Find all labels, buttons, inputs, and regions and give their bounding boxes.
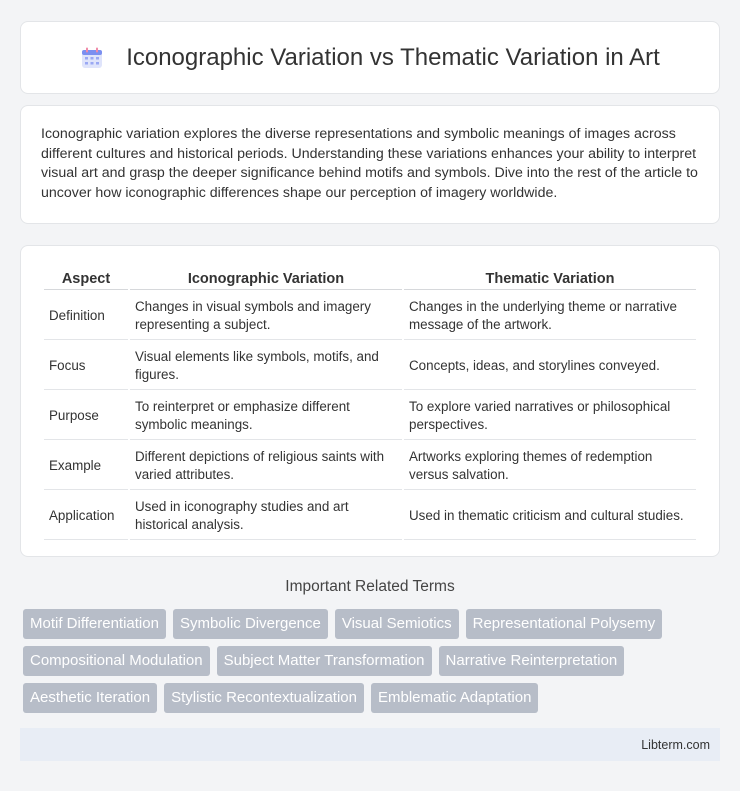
- related-term-tag[interactable]: Emblematic Adaptation: [371, 683, 538, 713]
- row-thematic: Used in thematic criticism and cultural studies.: [404, 492, 696, 540]
- row-aspect: Definition: [44, 292, 128, 340]
- related-term-tag[interactable]: Representational Polysemy: [466, 609, 663, 639]
- related-term-tag[interactable]: Visual Semiotics: [335, 609, 459, 639]
- row-aspect: Application: [44, 492, 128, 540]
- related-terms-list: [23, 609, 723, 720]
- row-thematic: Changes in the underlying theme or narrative message of the artwork.: [404, 292, 696, 340]
- related-term-tag[interactable]: Narrative Reinterpretation: [439, 646, 625, 676]
- page-title: Iconographic Variation vs Thematic Variation in Art: [126, 43, 660, 71]
- table-header-row: [44, 268, 696, 290]
- row-iconographic: Different depictions of religious saints with varied attributes.: [130, 442, 402, 490]
- table-row: [44, 292, 696, 340]
- intro-text: Iconographic variation explores the diverse representations and symbolic meanings of images across different cultures and historical periods. Understanding these variations enhances your ability to interpret visual art and grasp the deeper significance behind motifs and symbols. Dive into the rest of the article to uncover how iconographic differences shape our perception of imagery worldwide.: [41, 126, 698, 201]
- related-term-tag[interactable]: Stylistic Recontextualization: [164, 683, 364, 713]
- header-aspect: Aspect: [44, 268, 128, 290]
- table-row: [44, 342, 696, 390]
- row-iconographic: Visual elements like symbols, motifs, and figures.: [130, 342, 402, 390]
- related-term-tag[interactable]: Symbolic Divergence: [173, 609, 328, 639]
- table-row: [44, 442, 696, 490]
- row-iconographic: Changes in visual symbols and imagery representing a subject.: [130, 292, 402, 340]
- footer: [20, 728, 720, 761]
- header-iconographic: Iconographic Variation: [130, 268, 402, 290]
- header-thematic: Thematic Variation: [404, 268, 696, 290]
- row-thematic: Artworks exploring themes of redemption versus salvation.: [404, 442, 696, 490]
- intro-card: [20, 105, 720, 224]
- row-aspect: Focus: [44, 342, 128, 390]
- related-term-tag[interactable]: Subject Matter Transformation: [217, 646, 432, 676]
- comparison-table-card: [20, 245, 720, 557]
- table-row: [44, 492, 696, 540]
- related-term-tag[interactable]: Compositional Modulation: [23, 646, 210, 676]
- related-term-tag[interactable]: Motif Differentiation: [23, 609, 166, 639]
- row-aspect: Example: [44, 442, 128, 490]
- comparison-table: [42, 266, 698, 542]
- row-iconographic: To reinterpret or emphasize different symbolic meanings.: [130, 392, 402, 440]
- table-row: [44, 392, 696, 440]
- title-card: [20, 21, 720, 94]
- footer-brand-link[interactable]: Libterm.com: [641, 737, 710, 752]
- row-thematic: To explore varied narratives or philosophical perspectives.: [404, 392, 696, 440]
- related-terms-title: Important Related Terms: [285, 578, 455, 595]
- row-iconographic: Used in iconography studies and art historical analysis.: [130, 492, 402, 540]
- row-thematic: Concepts, ideas, and storylines conveyed.: [404, 342, 696, 390]
- row-aspect: Purpose: [44, 392, 128, 440]
- calendar-icon: [80, 46, 104, 70]
- related-term-tag[interactable]: Aesthetic Iteration: [23, 683, 157, 713]
